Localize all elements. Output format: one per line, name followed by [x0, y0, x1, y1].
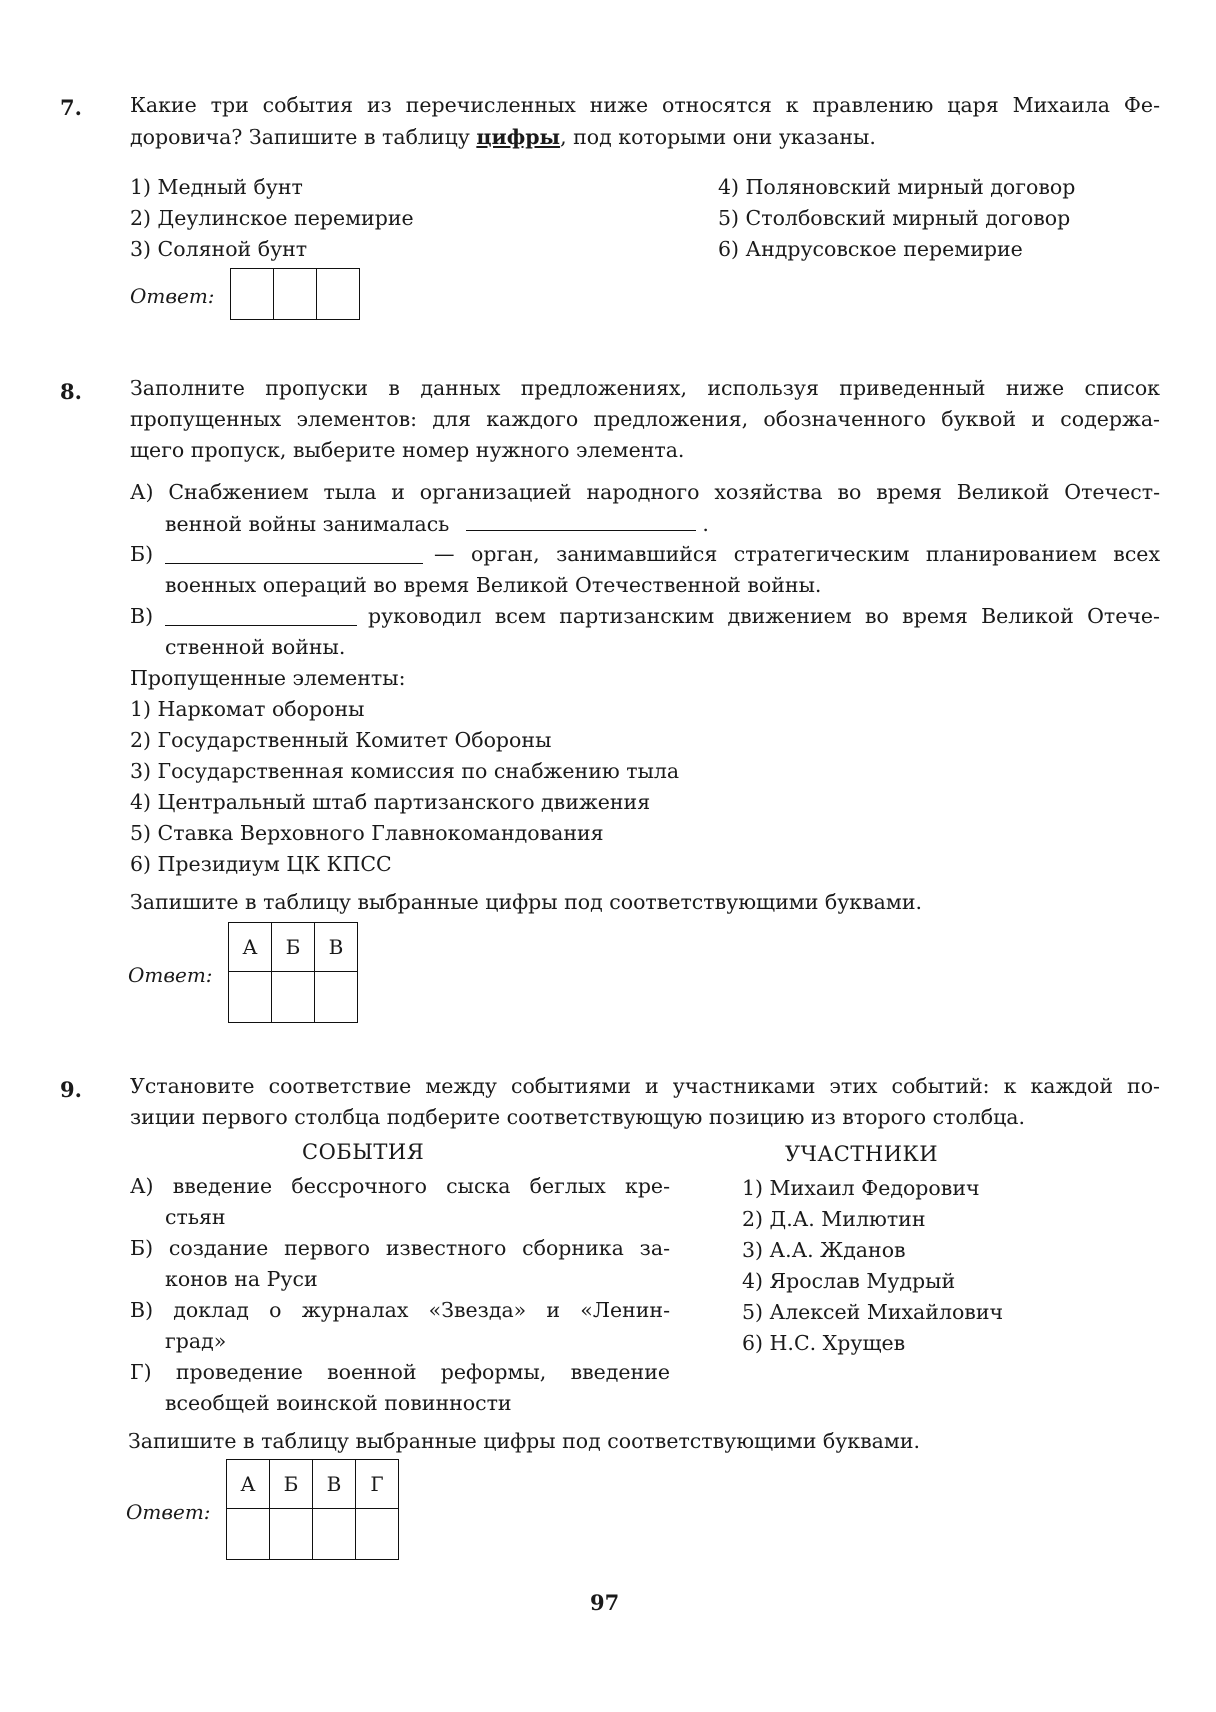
q7-answer-cell[interactable] [317, 269, 360, 320]
q8-sentence-v-prefix: В) [130, 604, 154, 628]
q8-missing-item: 6) Президиум ЦК КПСС [130, 852, 392, 876]
q9-answer-header: Г [356, 1460, 399, 1509]
q8-sentence-v-line2: ственной войны. [165, 635, 346, 659]
q9-participant: 4) Ярослав Мудрый [742, 1269, 956, 1293]
q7-option: 4) Поляновский мирный договор [718, 175, 1076, 199]
q9-answer-label: Ответ: [126, 1500, 211, 1524]
q9-participant: 3) А.А. Жданов [742, 1238, 906, 1262]
q8-missing-item: 1) Наркомат обороны [130, 697, 365, 721]
q7-answer-cell[interactable] [274, 269, 317, 320]
q8-missing-item: 5) Ставка Верховного Главнокомандования [130, 821, 604, 845]
question-7-text-line2 [130, 122, 876, 152]
q8-missing-title: Пропущенные элементы: [130, 666, 406, 690]
question-8-number: 8. [60, 379, 82, 404]
q8-answer-label: Ответ: [128, 963, 213, 987]
q7-option: 6) Андрусовское перемирие [718, 237, 1023, 261]
q9-events-title: СОБЫТИЯ [302, 1140, 425, 1164]
q9-answer-cell[interactable] [270, 1509, 313, 1560]
q9-event: В) доклад о журналах «Звезда» и «Ленин- [130, 1298, 670, 1322]
q9-event: град» [165, 1329, 227, 1353]
q8-answer-cell[interactable] [229, 972, 272, 1023]
question-7-text-line1: Какие три события из перечисленных ниже относятся к правлению царя Михаила Фе- [130, 93, 1160, 117]
q7-answer-label: Ответ: [130, 284, 215, 308]
q8-blank-a[interactable] [466, 508, 696, 531]
q8-sentence-a-line1: А) Снабжением тыла и организацией народного хозяйства во время Великой Отечест- [130, 480, 1160, 504]
question-9-intro-line: зиции первого столбца подберите соответствующую позицию из второго столбца. [130, 1105, 1026, 1129]
question-8-intro-line: щего пропуск, выберите номер нужного элемента. [130, 438, 685, 462]
question-7-text-part: , под которыми они указаны. [560, 125, 876, 149]
q9-participant: 6) Н.С. Хрущев [742, 1331, 906, 1355]
q7-option: 3) Соляной бунт [130, 237, 308, 261]
q9-answer-cell[interactable] [227, 1509, 270, 1560]
q9-event: конов на Руси [165, 1267, 318, 1291]
q8-sentence-b-line1: — орган, занимавшийся стратегическим планированием всех [434, 542, 1160, 566]
q9-answer-header: А [227, 1460, 270, 1509]
q8-sentence-b-prefix: Б) [130, 542, 154, 566]
q7-option: 5) Столбовский мирный договор [718, 206, 1071, 230]
question-7-number: 7. [60, 95, 82, 120]
q8-blank-b[interactable] [165, 541, 423, 564]
q9-event: стьян [165, 1205, 226, 1229]
q9-answer-header: В [313, 1460, 356, 1509]
q9-event: всеобщей воинской повинности [165, 1391, 512, 1415]
q7-option: 2) Деулинское перемирие [130, 206, 414, 230]
q9-participant: 1) Михаил Федорович [742, 1176, 980, 1200]
q8-answer-cell[interactable] [272, 972, 315, 1023]
q9-answer-cell[interactable] [313, 1509, 356, 1560]
q9-participants-title: УЧАСТНИКИ [785, 1142, 939, 1166]
q8-sentence-b-line2: военных операций во время Великой Отечественной войны. [165, 573, 822, 597]
q8-sentence-a-text: венной войны занималась [165, 512, 450, 536]
question-8-intro-line: Заполните пропуски в данных предложениях, используя приведенный ниже список [130, 376, 1160, 400]
q8-instruction: Запишите в таблицу выбранные цифры под соответствующими буквами. [130, 890, 923, 914]
q8-missing-item: 3) Государственная комиссия по снабжению тыла [130, 759, 680, 783]
question-7-emphasis: цифры [476, 125, 561, 149]
q7-option: 1) Медный бунт [130, 175, 303, 199]
q8-sentence-v-line1: руководил всем партизанским движением во время Великой Отече- [368, 604, 1160, 628]
q9-instruction: Запишите в таблицу выбранные цифры под соответствующими буквами. [128, 1429, 921, 1453]
q9-event: А) введение бессрочного сыска беглых кре- [130, 1174, 670, 1198]
question-9-intro-line: Установите соответствие между событиями и участниками этих событий: к каждой по- [130, 1074, 1160, 1098]
q8-missing-item: 4) Центральный штаб партизанского движения [130, 790, 651, 814]
q7-answer-table [230, 268, 360, 320]
page-number: 97 [590, 1590, 620, 1615]
q9-answer-header: Б [270, 1460, 313, 1509]
question-8-intro-line: пропущенных элементов: для каждого предложения, обозначенного буквой и содержа- [130, 407, 1160, 431]
q8-answer-header: А [229, 923, 272, 972]
question-7-text-part: доровича? Запишите в таблицу [130, 125, 477, 149]
q9-event: Б) создание первого известного сборника за- [130, 1236, 670, 1260]
q8-blank-v[interactable] [165, 603, 357, 626]
q9-event: Г) проведение военной реформы, введение [130, 1360, 670, 1384]
q9-participant: 2) Д.А. Милютин [742, 1207, 926, 1231]
q8-answer-table [228, 922, 358, 1023]
q9-answer-cell[interactable] [356, 1509, 399, 1560]
q8-answer-header: Б [272, 923, 315, 972]
q7-answer-cell[interactable] [231, 269, 274, 320]
q8-answer-header: В [315, 923, 358, 972]
q9-participant: 5) Алексей Михайлович [742, 1300, 1004, 1324]
question-9-number: 9. [60, 1077, 82, 1102]
q8-answer-cell[interactable] [315, 972, 358, 1023]
q8-sentence-a-line2 [165, 508, 709, 539]
q8-sentence-a-end: . [702, 512, 709, 536]
q9-answer-table [226, 1459, 399, 1560]
q8-missing-item: 2) Государственный Комитет Обороны [130, 728, 552, 752]
